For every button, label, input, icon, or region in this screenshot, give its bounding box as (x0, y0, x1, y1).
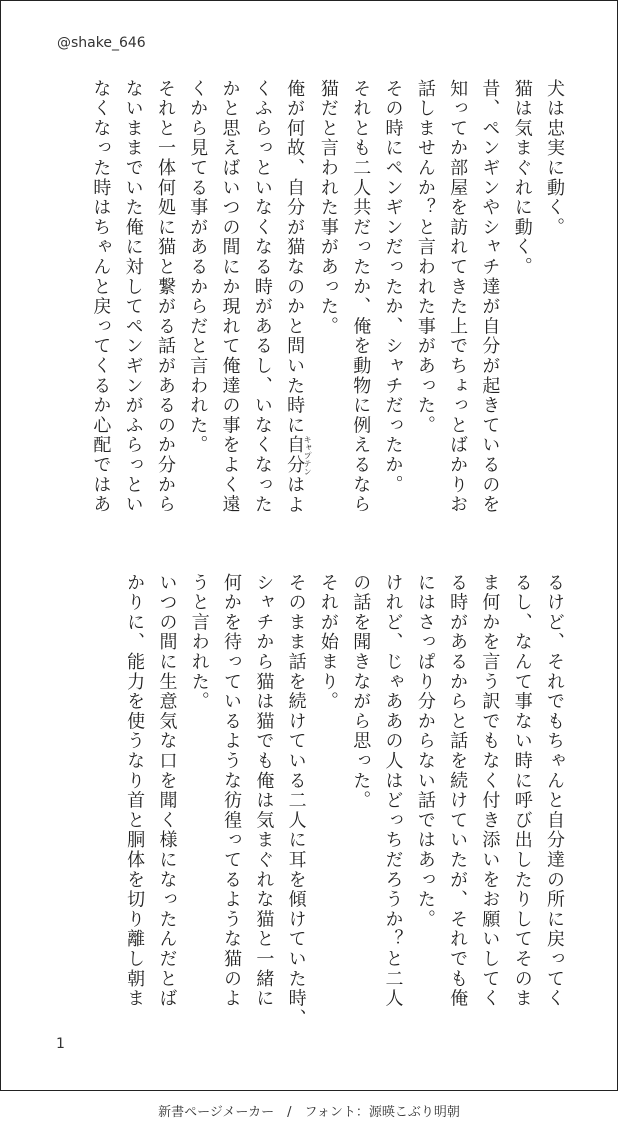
text-line: シャチから猫は猫でも俺は気まぐれな猫と一緒に (253, 573, 275, 1009)
ruby-reading: キャプテン (303, 435, 313, 476)
text-line: そのまま話を続けている二人に耳を傾けていた時、 (285, 573, 307, 1029)
footer-credit: 新書ページメーカー / フォント：源暎こぶり明朝 (158, 1105, 460, 1120)
text-line: それが始まり。 (317, 573, 339, 712)
text-line: それとも二人共だったか、俺を動物に例えるなら (350, 79, 372, 515)
text-line: かと思えばいつの間にか現れて俺達の事をよく遠 (219, 79, 241, 515)
page-number: 1 (56, 1036, 65, 1052)
text-line: ないままでいた俺に対してペンギンがふらっとい (122, 79, 144, 515)
ruby-word (284, 435, 313, 476)
text-line: かりに、能力を使うなり首と胴体を切り離し朝ま (124, 573, 146, 1009)
text-block-top (54, 79, 570, 549)
text-line: 犬は忠実に動く。 (544, 79, 565, 238)
ruby-line-after: はよ (284, 475, 306, 515)
text-line: いつの間に生意気な口を聞く様になったんだとば (156, 573, 178, 1009)
text-line: るし、なんて事ない時に呼び出したりしてそのま (511, 573, 533, 1009)
text-line: それと一体何処に猫と繋がる話があるのか分から (154, 79, 176, 515)
text-line: 猫だと言われた事があった。 (317, 79, 339, 337)
ruby-base: 自分 (284, 435, 306, 476)
text-line: の話を聞きながら思った。 (350, 573, 372, 811)
text-line: ま何かを言う訳でもなく付き添いをお願いしてく (479, 573, 501, 1009)
text-line: る時があるからと話を続けていたが、それでも俺 (447, 573, 469, 1009)
ruby-line-before: 俺が何故、自分が猫なのかと問いた時に (284, 79, 306, 436)
text-line: けれど、じゃああの人はどっちだろうか？と二人 (382, 573, 404, 1009)
author-handle: @shake_646 (57, 35, 146, 51)
text-line: 知ってか部屋を訪れてきた上でちょっとばかりお (447, 79, 469, 515)
text-line: 何かを待っているような彷徨ってるような猫のよ (221, 573, 243, 1009)
text-line: なくなった時はちゃんと戻ってくるか心配ではあ (90, 79, 112, 515)
text-line: うと言われた。 (188, 573, 210, 712)
text-line: るけど、それでもちゃんと自分達の所に戻ってく (544, 573, 565, 1009)
text-line: その時にペンギンだったか、シャチだったか。 (382, 79, 404, 495)
text-line: くから見てる事があるからだと言われた。 (187, 79, 209, 456)
text-line: 話しませんか？と言われた事があった。 (414, 79, 436, 436)
text-line: くふらっといなくなる時があるし、いなくなった (251, 79, 273, 515)
text-line: にはさっぱり分からない話ではあった。 (414, 573, 436, 930)
text-line-with-ruby (278, 79, 312, 549)
text-line: 猫は気まぐれに動く。 (511, 79, 533, 277)
text-block-bottom (54, 573, 570, 1043)
text-line: 昔、ペンギンやシャチ達が自分が起きているのを (479, 79, 501, 515)
